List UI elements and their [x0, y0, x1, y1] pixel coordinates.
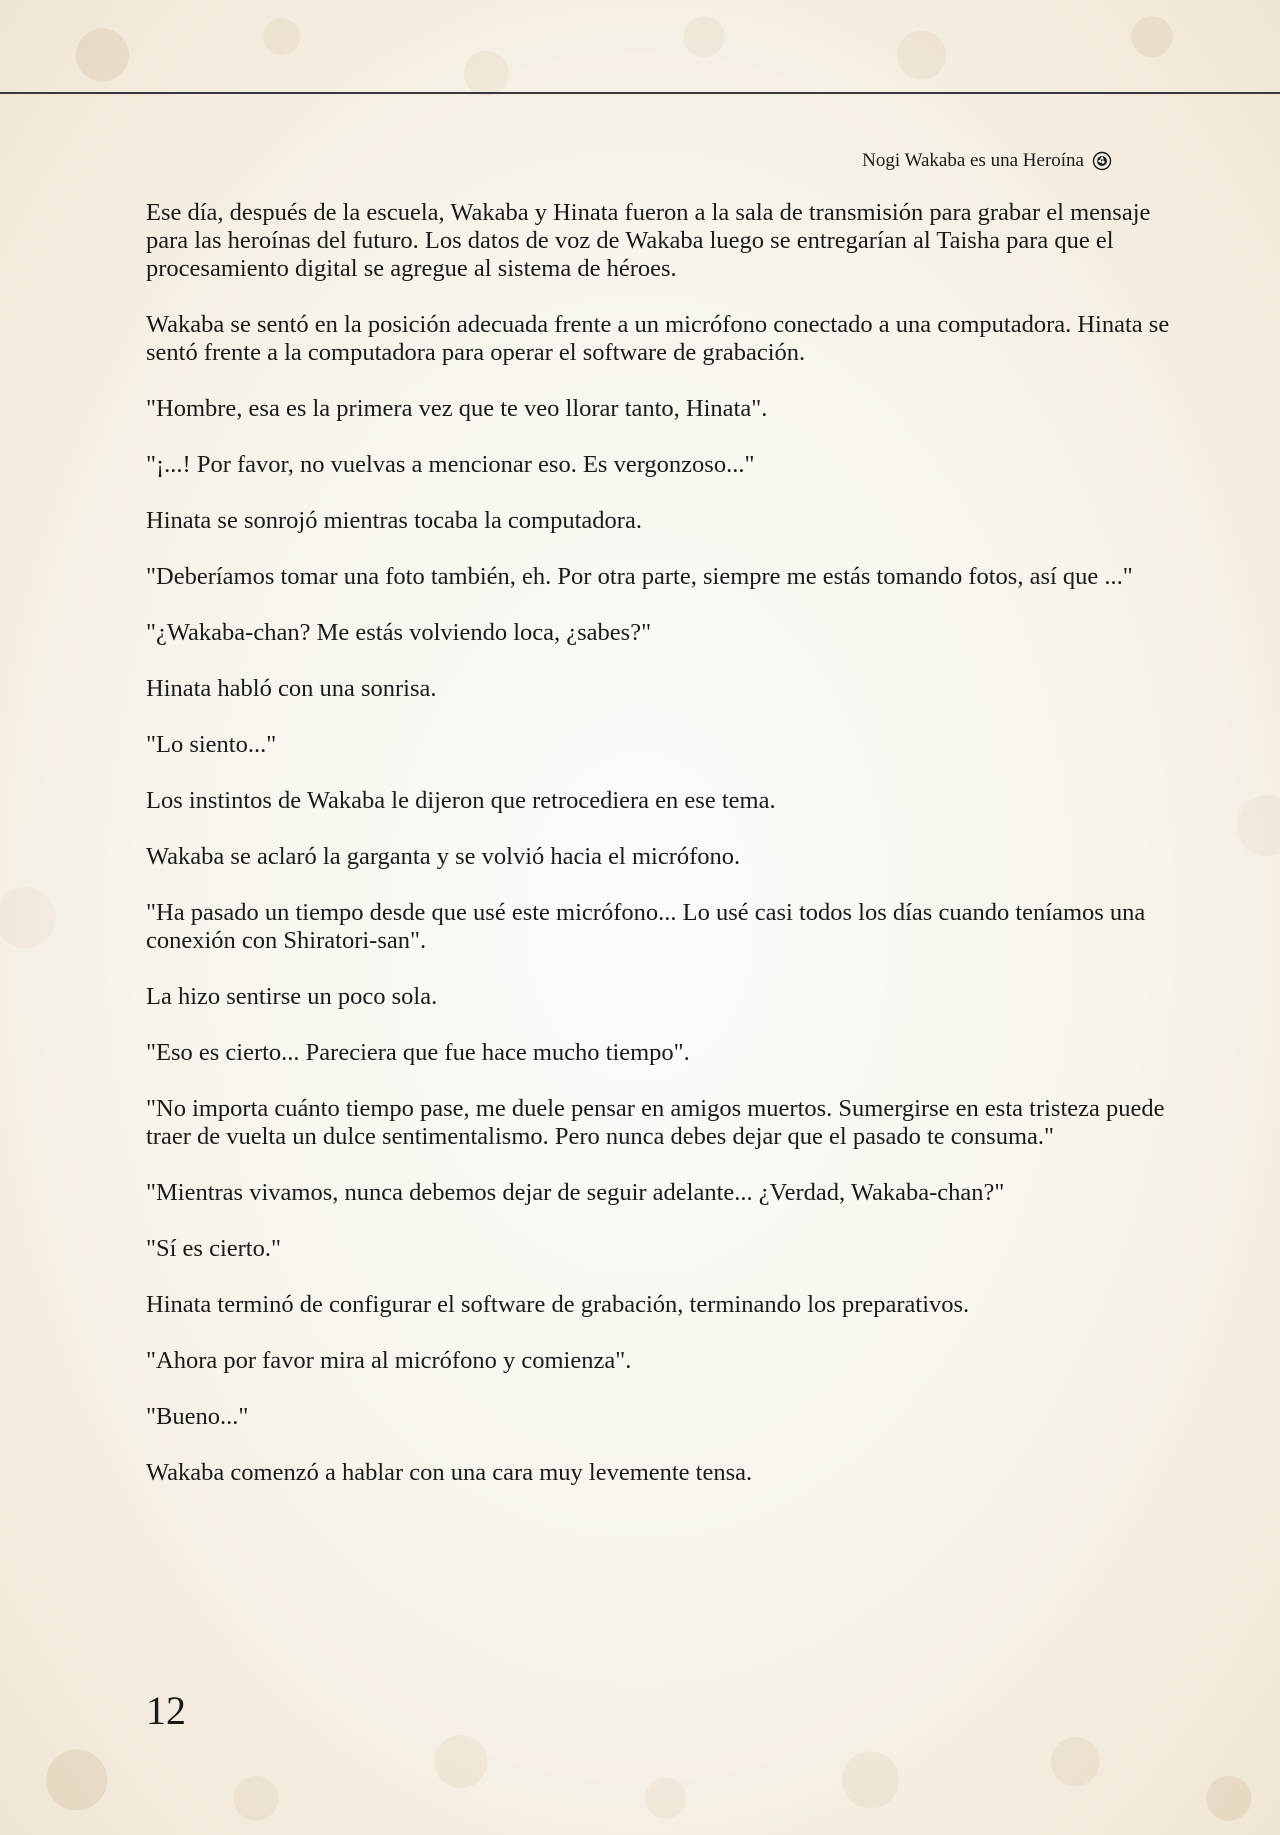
paragraph: Los instintos de Wakaba le dijeron que retrocediera en ese tema.: [146, 787, 776, 814]
running-head-title: Nogi Wakaba es una Heroína: [862, 150, 1084, 171]
paragraph: Wakaba comenzó a hablar con una cara muy levemente tensa.: [146, 1459, 753, 1486]
paragraph: "Hombre, esa es la primera vez que te veo llorar tanto, Hinata".: [146, 395, 768, 422]
paragraph: "Mientras vivamos, nunca debemos dejar de seguir adelante... ¿Verdad, Wakaba-chan?": [146, 1179, 1005, 1206]
paragraph: Ese día, después de la escuela, Wakaba y Hinata fueron a la sala de transmisión para grabar el mensaje para las heroínas del futuro. Los datos de voz de Wakaba luego se entregarían al Taisha para que el procesamiento digital se agregue al sistema de héroes.: [146, 199, 1151, 282]
body-text: [146, 199, 1176, 1515]
paragraph: "¡...! Por favor, no vuelvas a mencionar eso. Es vergonzoso...": [146, 451, 755, 478]
paragraph: "Deberíamos tomar una foto también, eh. Por otra parte, siempre me estás tomando fotos, así que ...": [146, 563, 1133, 590]
paragraph: Hinata se sonrojó mientras tocaba la computadora.: [146, 507, 642, 534]
paragraph: Hinata habló con una sonrisa.: [146, 675, 437, 702]
page-number: 12: [146, 1688, 186, 1733]
header-rule: [0, 92, 1280, 94]
paragraph: "No importa cuánto tiempo pase, me duele pensar en amigos muertos. Sumergirse en esta tristeza puede traer de vuelta un dulce sentimentalismo. Pero nunca debes dejar que el pasado te consuma.": [146, 1095, 1165, 1150]
paragraph: "Eso es cierto... Pareciera que fue hace mucho tiempo".: [146, 1039, 690, 1066]
paragraph: "Ha pasado un tiempo desde que usé este micrófono... Lo usé casi todos los días cuando teníamos una conexión con Shiratori-san".: [146, 899, 1146, 954]
paragraph: "Ahora por favor mira al micrófono y comienza".: [146, 1347, 632, 1374]
flower-emblem-icon: [1092, 151, 1112, 171]
paragraph: "¿Wakaba-chan? Me estás volviendo loca, ¿sabes?": [146, 619, 652, 646]
paragraph: Hinata terminó de configurar el software de grabación, terminando los preparativos.: [146, 1291, 970, 1318]
paragraph: "Bueno...": [146, 1403, 249, 1430]
paragraph: La hizo sentirse un poco sola.: [146, 983, 438, 1010]
paragraph: "Sí es cierto.": [146, 1235, 281, 1262]
paragraph: "Lo siento...": [146, 731, 277, 758]
running-head: [862, 150, 1112, 172]
paragraph: Wakaba se sentó en la posición adecuada frente a un micrófono conectado a una computadora. Hinata se sentó frente a la computadora para operar el software de grabación.: [146, 311, 1170, 366]
paragraph: Wakaba se aclaró la garganta y se volvió hacia el micrófono.: [146, 843, 741, 870]
